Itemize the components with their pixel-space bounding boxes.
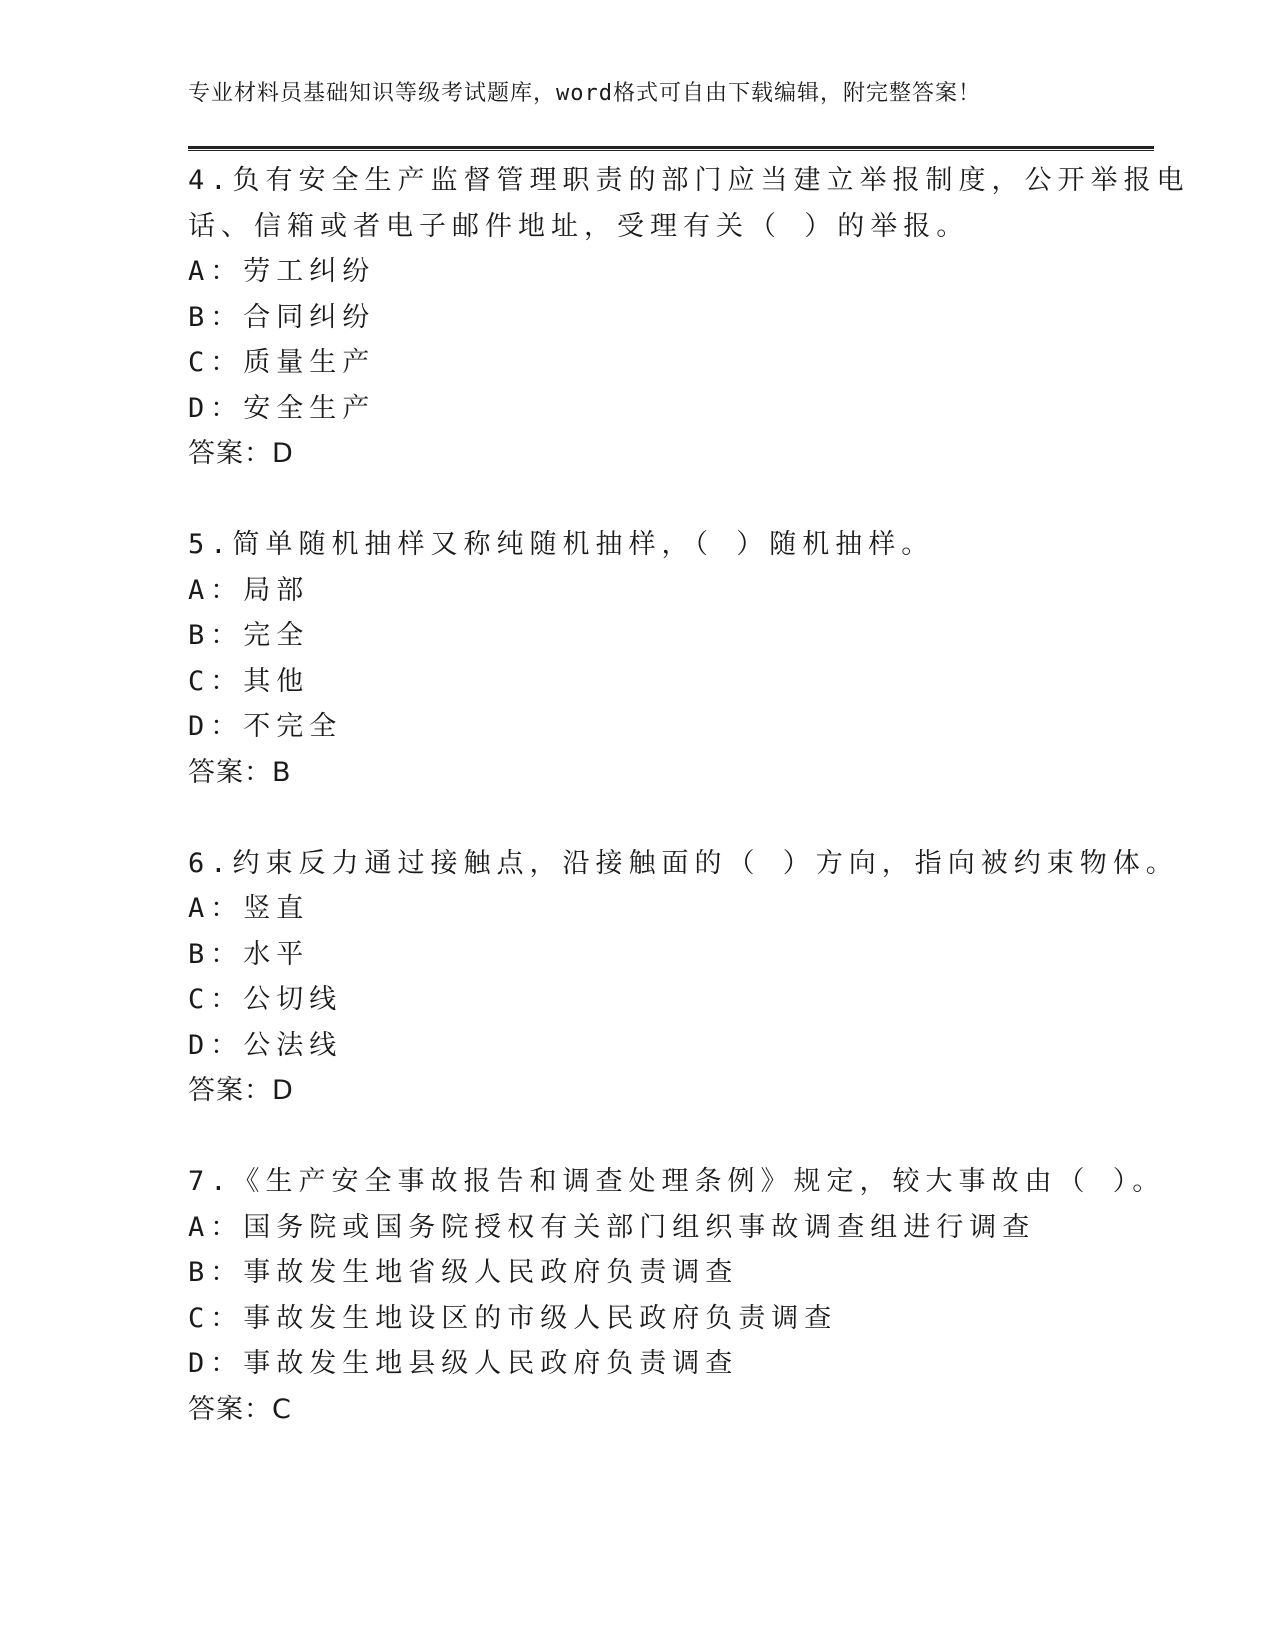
question-stem	[188, 1159, 1166, 1205]
question-stem-line: 6.约束反力通过接触点，沿接触面的（ ）方向，指向被约束物体。	[188, 847, 1179, 879]
option-b: B：水平	[188, 938, 310, 970]
question-stem-line: 4.负有安全生产监督管理职责的部门应当建立举报制度，公开举报电	[188, 165, 1190, 196]
option-c: C：其他	[188, 665, 310, 697]
page-header: 专业材料员基础知识等级考试题库，word格式可自由下载编辑，附完整答案！	[188, 81, 981, 106]
question-stem	[188, 522, 1088, 568]
option-b: B：完全	[188, 620, 310, 651]
question-6	[188, 841, 1179, 1114]
option-c: C：质量生产	[188, 347, 376, 378]
header-divider	[188, 146, 1154, 151]
option-b: B：事故发生地省级人民政府负责调查	[188, 1257, 739, 1288]
option-b: B：合同纠纷	[188, 301, 376, 333]
question-stem	[188, 841, 1179, 887]
question-4	[188, 158, 1190, 477]
option-d: D：公法线	[188, 1029, 343, 1061]
question-stem-line: 7.《生产安全事故报告和调查处理条例》规定，较大事故由（ ）。	[188, 1166, 1166, 1197]
question-5	[188, 522, 1088, 795]
option-a: A：竖直	[188, 893, 310, 924]
question-stem-line: 话、信箱或者电子邮件地址，受理有关（ ）的举报。	[188, 210, 970, 242]
option-d: D：不完全	[188, 711, 343, 742]
question-stem	[188, 158, 1190, 249]
question-7	[188, 1159, 1166, 1432]
answer: 答案：D	[188, 438, 294, 469]
question-list	[188, 158, 1190, 1478]
option-a: A：劳工纠纷	[188, 256, 376, 287]
option-c: C：公切线	[188, 984, 343, 1015]
option-c: C：事故发生地设区的市级人民政府负责调查	[188, 1302, 838, 1334]
option-d: D：事故发生地县级人民政府负责调查	[188, 1348, 739, 1379]
answer: 答案：D	[188, 1075, 294, 1106]
answer: 答案：C	[188, 1393, 292, 1425]
option-a: A：国务院或国务院授权有关部门组织事故调查组进行调查	[188, 1211, 1036, 1243]
option-d: D：安全生产	[188, 392, 376, 424]
question-stem-line: 5.简单随机抽样又称纯随机抽样，（ ）随机抽样。	[188, 529, 935, 560]
answer: 答案：B	[188, 756, 292, 788]
option-a: A：局部	[188, 574, 310, 606]
